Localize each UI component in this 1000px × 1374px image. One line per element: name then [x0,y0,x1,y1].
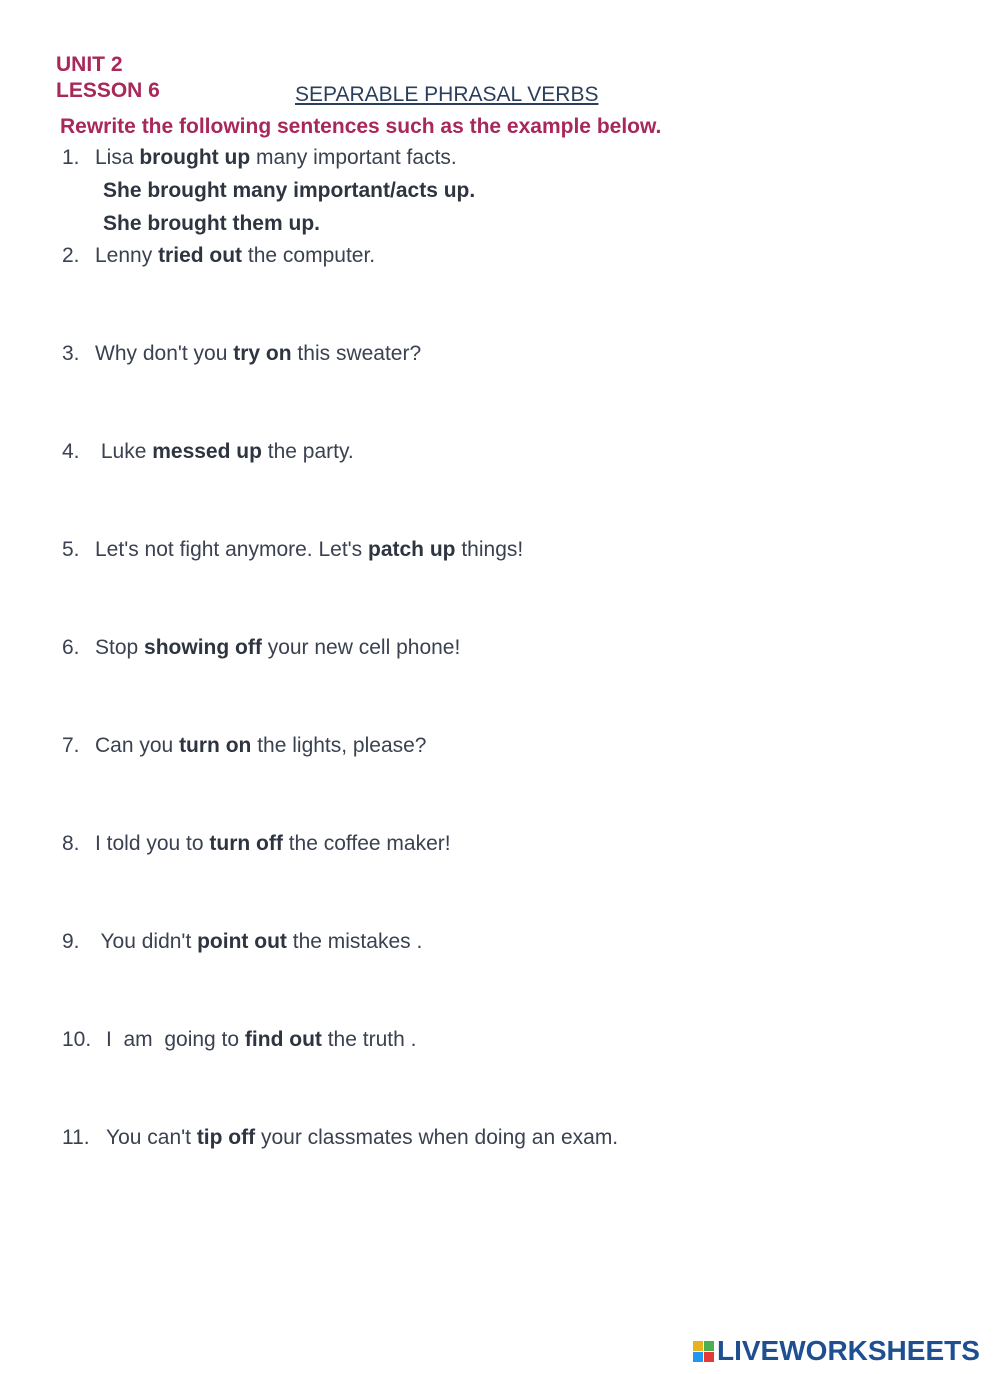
question-text-before: Lisa [95,146,140,169]
logo-icon [693,1341,714,1362]
question-text-before: Can you [95,734,180,757]
question-text-before: Why don't you [95,342,234,365]
question-text-after: the party. [261,440,354,463]
question-text-before: Luke [95,440,153,463]
question-number: 9. [62,930,80,953]
phrasal-verb: patch up [368,538,456,561]
logo-square-3 [693,1352,703,1362]
question-text-after: many important facts. [250,146,457,169]
phrasal-verb: messed up [152,440,262,463]
phrasal-verb: point out [197,930,287,953]
phrasal-verb: tried out [158,244,243,267]
question-number: 11. [62,1126,90,1149]
logo-square-1 [693,1341,703,1351]
phrasal-verb: turn on [179,734,252,757]
question-item [62,439,354,465]
lesson-label: LESSON 6 [56,79,160,102]
phrasal-verb: tip off [196,1126,256,1149]
question-item [62,1125,618,1151]
question-item [62,341,421,367]
question-number: 3. [62,342,80,365]
question-text-before: Let's not fight anymore. Let's [95,538,368,561]
phrasal-verb: showing off [144,636,262,659]
example-question [62,145,457,171]
page-title: SEPARABLE PHRASAL VERBS [295,83,599,106]
phrasal-verb: brought up [139,146,251,169]
question-item [62,537,523,563]
question-number: 5. [62,538,80,561]
question-text-after: your classmates when doing an exam. [255,1126,619,1149]
question-text-after: this sweater? [291,342,422,365]
question-item [62,243,375,269]
question-item [62,635,460,661]
question-text-after: things! [455,538,524,561]
logo-square-4 [704,1352,714,1362]
question-text-after: the truth . [321,1028,417,1051]
question-text-after: your new cell phone! [261,636,461,659]
question-text-before: Stop [95,636,145,659]
question-text-before: I am going to [106,1028,245,1051]
instruction: Rewrite the following sentences such as the example below. [60,115,662,138]
question-number: 10. [62,1028,92,1051]
unit-label: UNIT 2 [56,53,123,76]
phrasal-verb: find out [244,1028,322,1051]
question-item [62,929,422,955]
example-answer-1: She brought many important/acts up. [103,179,476,202]
question-text-after: the lights, please? [251,734,427,757]
logo-square-2 [704,1341,714,1351]
question-text-before: You didn't [95,930,198,953]
logo-text: LIVEWORKSHEETS [717,1335,980,1366]
question-item [62,733,427,759]
question-text-after: the coffee maker! [282,832,451,855]
question-item [62,1027,416,1053]
question-number: 4. [62,440,80,463]
question-item [62,831,451,857]
question-number: 1. [62,146,80,169]
example-answer-2: She brought them up. [103,212,320,235]
question-text-before: I told you to [95,832,210,855]
phrasal-verb: turn off [209,832,283,855]
phrasal-verb: try on [233,342,292,365]
question-number: 2. [62,244,80,267]
question-text-before: You can't [106,1126,197,1149]
question-number: 7. [62,734,80,757]
liveworksheets-logo [693,1335,980,1367]
question-text-before: Lenny [95,244,159,267]
question-number: 8. [62,832,80,855]
question-text-after: the computer. [242,244,376,267]
question-text-after: the mistakes . [286,930,423,953]
question-number: 6. [62,636,80,659]
